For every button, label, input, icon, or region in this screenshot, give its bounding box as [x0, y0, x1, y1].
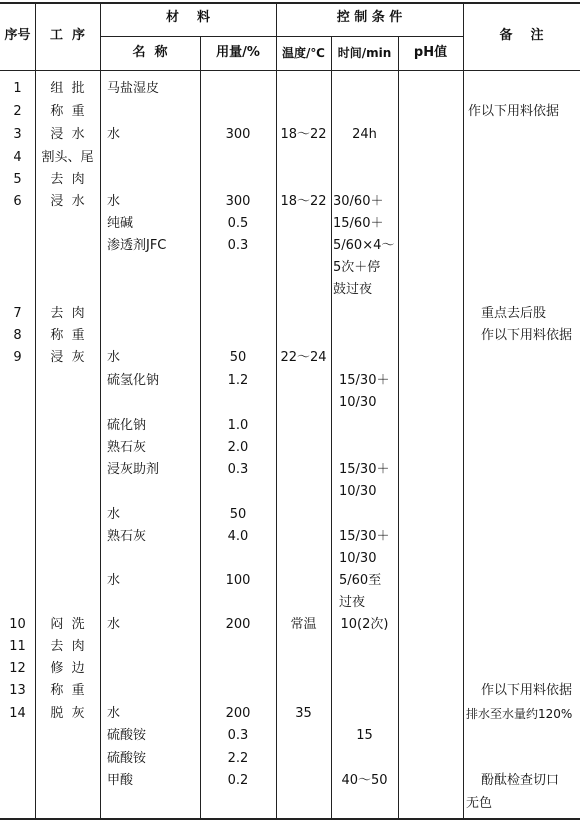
row-process: 浸 水 [50, 127, 85, 142]
row-process: 称 重 [50, 683, 85, 698]
time: 15 [356, 728, 373, 743]
dosage: 0.3 [227, 238, 249, 253]
row-process: 修 边 [50, 661, 85, 676]
dosage: 50 [229, 350, 247, 365]
row-no: 13 [9, 683, 26, 698]
row-process: 称 重 [50, 328, 85, 343]
header-temp: 温度/℃ [282, 46, 325, 60]
material-name: 纯碱 [107, 216, 134, 231]
dosage: 50 [229, 507, 247, 522]
dosage: 200 [225, 706, 251, 721]
time: 15/30＋ [339, 462, 390, 477]
header-process: 工 序 [49, 28, 86, 43]
material-name: 硫化钠 [107, 418, 147, 433]
row-no: 2 [13, 104, 22, 119]
note: 作以下用料依据 [481, 328, 573, 343]
row-process: 脱 灰 [50, 706, 85, 721]
note: 作以下用料依据 [468, 104, 560, 119]
header-name: 名 称 [132, 45, 168, 60]
time: 5/60×4～ [333, 238, 395, 253]
material-name: 水 [107, 507, 121, 522]
material-name: 马盐湿皮 [107, 81, 160, 96]
material-name: 熟石灰 [107, 440, 147, 455]
time: 40～50 [341, 773, 388, 788]
material-name: 水 [107, 194, 121, 209]
row-no: 9 [13, 350, 22, 365]
row-no: 1 [13, 81, 22, 96]
temperature: 22～24 [280, 350, 327, 365]
temperature: 常温 [290, 617, 317, 632]
rule-col-5 [331, 36, 332, 819]
rule-top [0, 2, 580, 4]
material-name: 硫酸铵 [107, 728, 147, 743]
row-no: 6 [13, 194, 22, 209]
rule-bottom [0, 818, 580, 820]
time: 15/30＋ [339, 373, 390, 388]
row-process: 去 肉 [50, 639, 85, 654]
dosage: 0.3 [227, 728, 249, 743]
material-name: 水 [107, 573, 121, 588]
row-no: 4 [13, 150, 22, 165]
row-process: 去 肉 [50, 306, 85, 321]
dosage: 0.3 [227, 462, 249, 477]
row-no: 8 [13, 328, 22, 343]
material-name: 水 [107, 617, 121, 632]
row-process: 组 批 [50, 81, 85, 96]
header-materials: 材 料 [165, 10, 211, 25]
material-name: 熟石灰 [107, 529, 147, 544]
time: 10/30 [339, 395, 377, 410]
row-no: 14 [9, 706, 26, 721]
time: 过夜 [339, 595, 366, 610]
rule-col-6 [398, 36, 399, 819]
dosage: 1.2 [227, 373, 249, 388]
material-name: 甲酸 [107, 773, 134, 788]
row-process: 浸 灰 [50, 350, 85, 365]
dosage: 1.0 [227, 418, 249, 433]
row-no: 3 [13, 127, 22, 142]
time: 24h [352, 127, 377, 142]
time: 30/60＋ [333, 194, 384, 209]
time: 10/30 [339, 484, 377, 499]
rule-header-mid [100, 36, 463, 37]
temperature: 18～22 [280, 194, 327, 209]
header-no: 序号 [4, 28, 31, 43]
dosage: 100 [225, 573, 251, 588]
header-ph: pH值 [413, 45, 448, 60]
rule-col-7 [463, 2, 464, 819]
dosage: 2.0 [227, 440, 249, 455]
row-process: 去 肉 [50, 172, 85, 187]
rule-header-bottom [0, 70, 580, 71]
header-control: 控 制 条 件 [336, 10, 403, 25]
header-notes: 备 注 [499, 28, 544, 43]
header-time: 时间/min [337, 46, 392, 60]
material-name: 水 [107, 706, 121, 721]
dosage: 300 [225, 127, 251, 142]
material-name: 硫酸铵 [107, 751, 147, 766]
time: 15/60＋ [333, 216, 384, 231]
dosage: 4.0 [227, 529, 249, 544]
material-name: 水 [107, 127, 121, 142]
time: 10(2次) [340, 617, 389, 632]
rule-col-4 [276, 2, 277, 819]
row-no: 10 [9, 617, 26, 632]
row-process: 浸 水 [50, 194, 85, 209]
row-no: 11 [9, 639, 26, 654]
dosage: 2.2 [227, 751, 249, 766]
time: 10/30 [339, 551, 377, 566]
dosage: 200 [225, 617, 251, 632]
material-name: 水 [107, 350, 121, 365]
row-no: 7 [13, 306, 22, 321]
time: 鼓过夜 [333, 282, 373, 297]
material-name: 渗透剂JFC [107, 238, 167, 253]
rule-col-2 [100, 2, 101, 819]
dosage: 0.5 [227, 216, 249, 231]
time: 5/60至 [339, 573, 382, 588]
row-process: 割头、尾 [41, 150, 94, 165]
row-no: 5 [13, 172, 22, 187]
material-name: 硫氢化钠 [107, 373, 160, 388]
temperature: 18～22 [280, 127, 327, 142]
dosage: 300 [225, 194, 251, 209]
dosage: 0.2 [227, 773, 249, 788]
row-no: 12 [9, 661, 26, 676]
row-process: 闷 洗 [50, 617, 85, 632]
header-dosage: 用量/% [216, 45, 260, 60]
time: 15/30＋ [339, 529, 390, 544]
note: 无色 [466, 796, 493, 811]
time: 5次＋停 [333, 260, 381, 275]
note: 排水至水量约120% [466, 707, 573, 721]
note: 重点去后股 [481, 306, 547, 321]
note: 作以下用料依据 [481, 683, 573, 698]
temperature: 35 [295, 706, 312, 721]
row-process: 称 重 [50, 104, 85, 119]
material-name: 浸灰助剂 [107, 462, 160, 477]
note: 酚酞检查切口 [481, 773, 560, 788]
